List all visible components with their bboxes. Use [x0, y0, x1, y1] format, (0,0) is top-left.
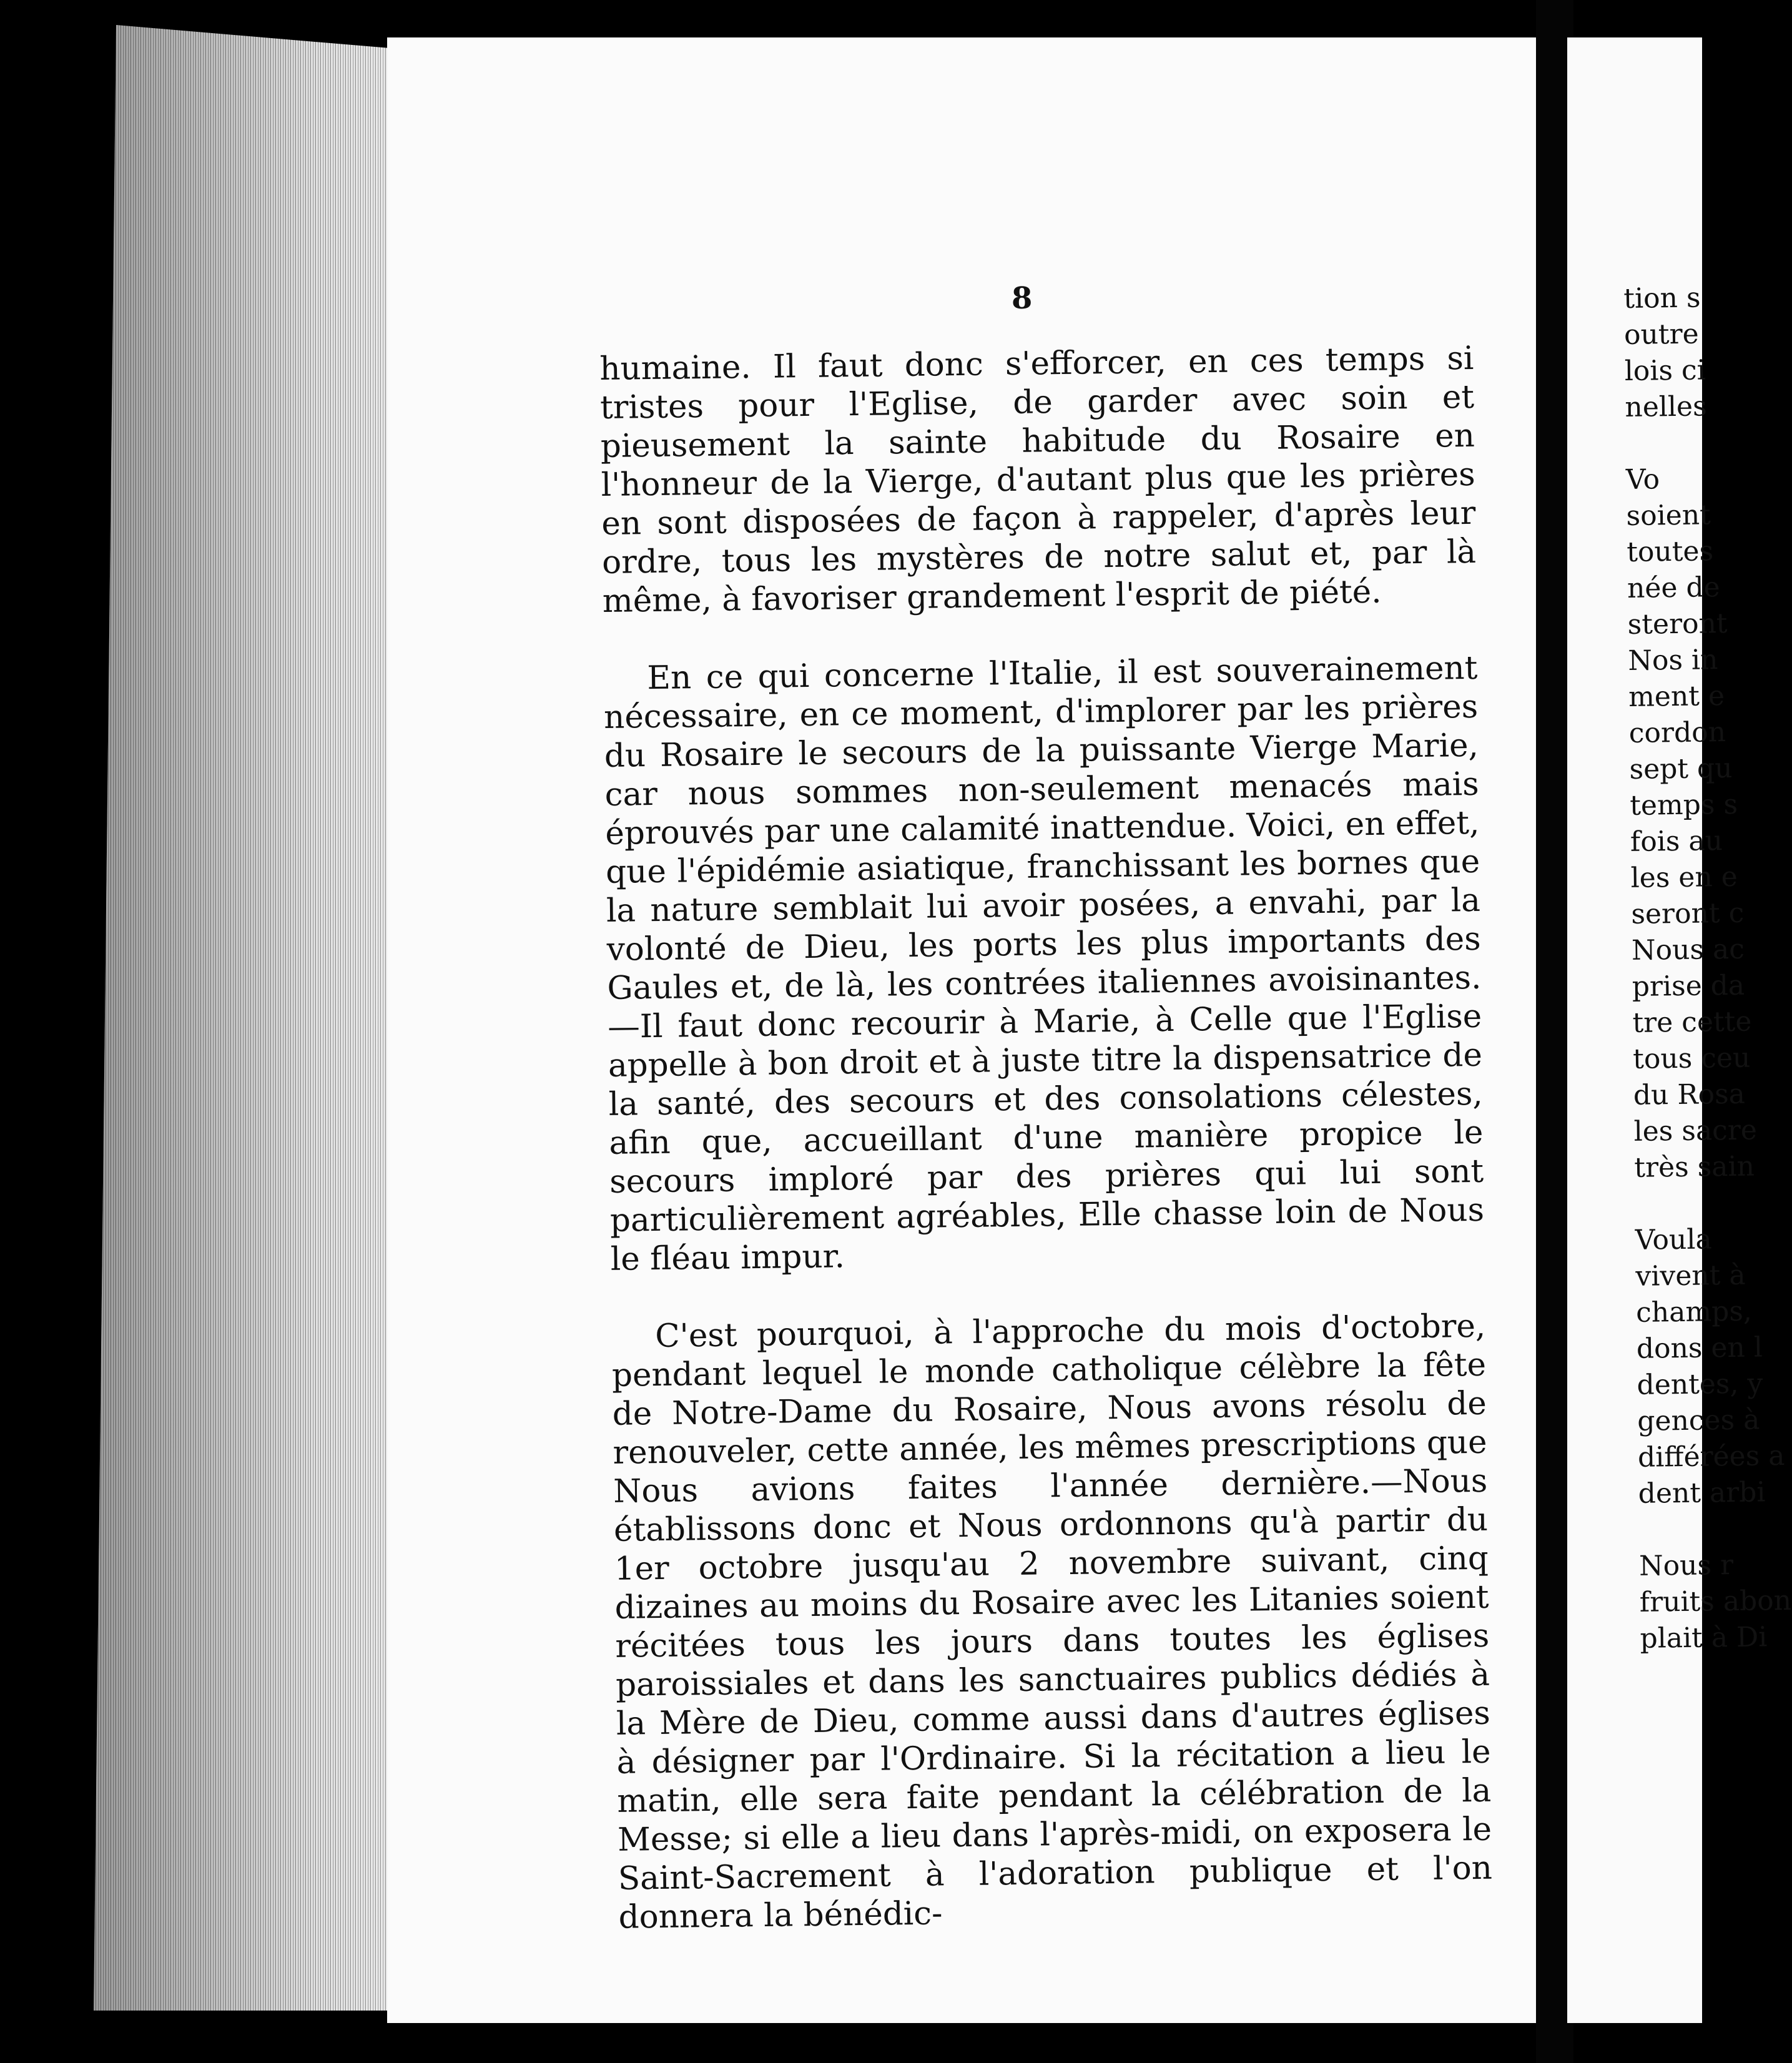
right-page-gap	[1625, 425, 1751, 462]
right-page-line: née de	[1627, 571, 1720, 604]
right-page-line: champs,	[1635, 1295, 1753, 1329]
right-page-line: vivent à	[1635, 1259, 1746, 1292]
right-page-line: les en e	[1630, 860, 1738, 894]
right-page-line: sept qu	[1629, 752, 1733, 785]
right-page-line: Voula	[1635, 1223, 1712, 1256]
paragraph-2: En ce qui concerne l'Italie, il est souverainement nécessaire, en ce moment, d'implorer par les prières du Rosaire le secours de la puissante Vierge Marie, car nous sommes non-seulement menacés mais éprouvés par une calamité inattendue. Voici, en effet, que l'épidémie asiatique, franchissant les bornes que la nature semblait lui avoir posées, a envahi, par la volonté de Dieu, les ports les plus importants des Gaules et, de là, les contrées italiennes avoisinantes.—Il faut donc recourir à Marie, à Celle que l'Eglise appelle à bon droit et à juste titre la dispensatrice de la santé, des secours et des consolations célestes, afin que, accueillant d'une manière propice le secours imploré par des prières qui lui sont particulièrement agréables, Elle chasse loin de Nous le fléau impur.	[603, 649, 1485, 1278]
right-page-line: Nos in	[1628, 644, 1718, 677]
right-page-line: Nous ac	[1631, 933, 1745, 967]
right-page-line: ment e	[1628, 680, 1725, 713]
right-page-line: seront c	[1631, 897, 1745, 930]
right-page-line: tre cette	[1632, 1005, 1752, 1039]
page-body	[599, 339, 1494, 1976]
page-number: 8	[1012, 281, 1033, 316]
paragraph-1: humaine. Il faut donc s'efforcer, en ces temps si tristes pour l'Eglise, de garder avec soin et pieusement la sainte habitude du Rosaire en l'honneur de la Vierge, d'autant plus que les prières en sont disposées de façon à rappeler, d'après leur ordre, tous les mystères de notre salut et, par là même, à favoriser grandement l'esprit de piété.	[599, 339, 1477, 620]
right-page-line: prise da	[1632, 969, 1745, 1003]
right-page-line: steront	[1627, 608, 1728, 641]
right-page-text	[1623, 280, 1792, 1657]
right-page-line: fruits abon	[1639, 1584, 1792, 1618]
right-page-line: nelles	[1625, 390, 1707, 423]
paragraph-3: C'est pourquoi, à l'approche du mois d'octobre, pendant lequel le monde catholique célèbre la fête de Notre-Dame du Rosaire, Nous avons résolu de renouveler, cette année, les mêmes prescriptions que Nous avions faites l'année dernière.—Nous établissons donc et Nous ordonnons qu'à partir du 1er octobre jusqu'au 2 novembre suivant, cinq dizaines au moins du Rosaire avec les Litanies soient récitées tous les jours dans toutes les églises paroissiales et dans les sanctuaires publics dédiés à la Mère de Dieu, comme aussi dans d'autres églises à désigner par l'Ordinaire. Si la récitation a lieu le matin, elle sera faite pendant la célébration de la Messe; si elle a lieu dans l'après-midi, on exposera le Saint-Sacrement à l'adoration publique et l'on donnera la bénédic-	[611, 1307, 1493, 1936]
right-page-gap	[1638, 1510, 1764, 1548]
right-page-line: les sacre	[1633, 1114, 1758, 1148]
right-page-line: tous ceu	[1632, 1041, 1751, 1075]
right-page-line: gences à	[1637, 1404, 1760, 1437]
right-page-gap	[1635, 1184, 1760, 1222]
right-page-line: plait à Di	[1640, 1621, 1768, 1655]
right-page-line: temps s	[1629, 788, 1738, 822]
right-page-line: outre	[1623, 318, 1699, 351]
right-page-line: cordon	[1628, 716, 1726, 749]
right-page-line: toutes	[1626, 535, 1714, 568]
right-page-line: très sain	[1634, 1150, 1755, 1184]
right-page-line: dons en l	[1636, 1331, 1763, 1365]
right-page-line: tion s	[1623, 282, 1701, 315]
right-page-line: fois au	[1630, 825, 1723, 858]
right-page-line: du Rosa	[1633, 1078, 1746, 1111]
right-page-line: Nous r	[1638, 1549, 1734, 1582]
right-page-line: différées a	[1637, 1439, 1785, 1474]
right-page-line: lois ci	[1624, 354, 1706, 387]
right-page-line: dentes, y	[1637, 1367, 1763, 1401]
right-page-line: dent arbi	[1638, 1476, 1766, 1510]
right-page-line: soient	[1626, 499, 1711, 532]
right-page-line: Vo	[1625, 463, 1660, 496]
